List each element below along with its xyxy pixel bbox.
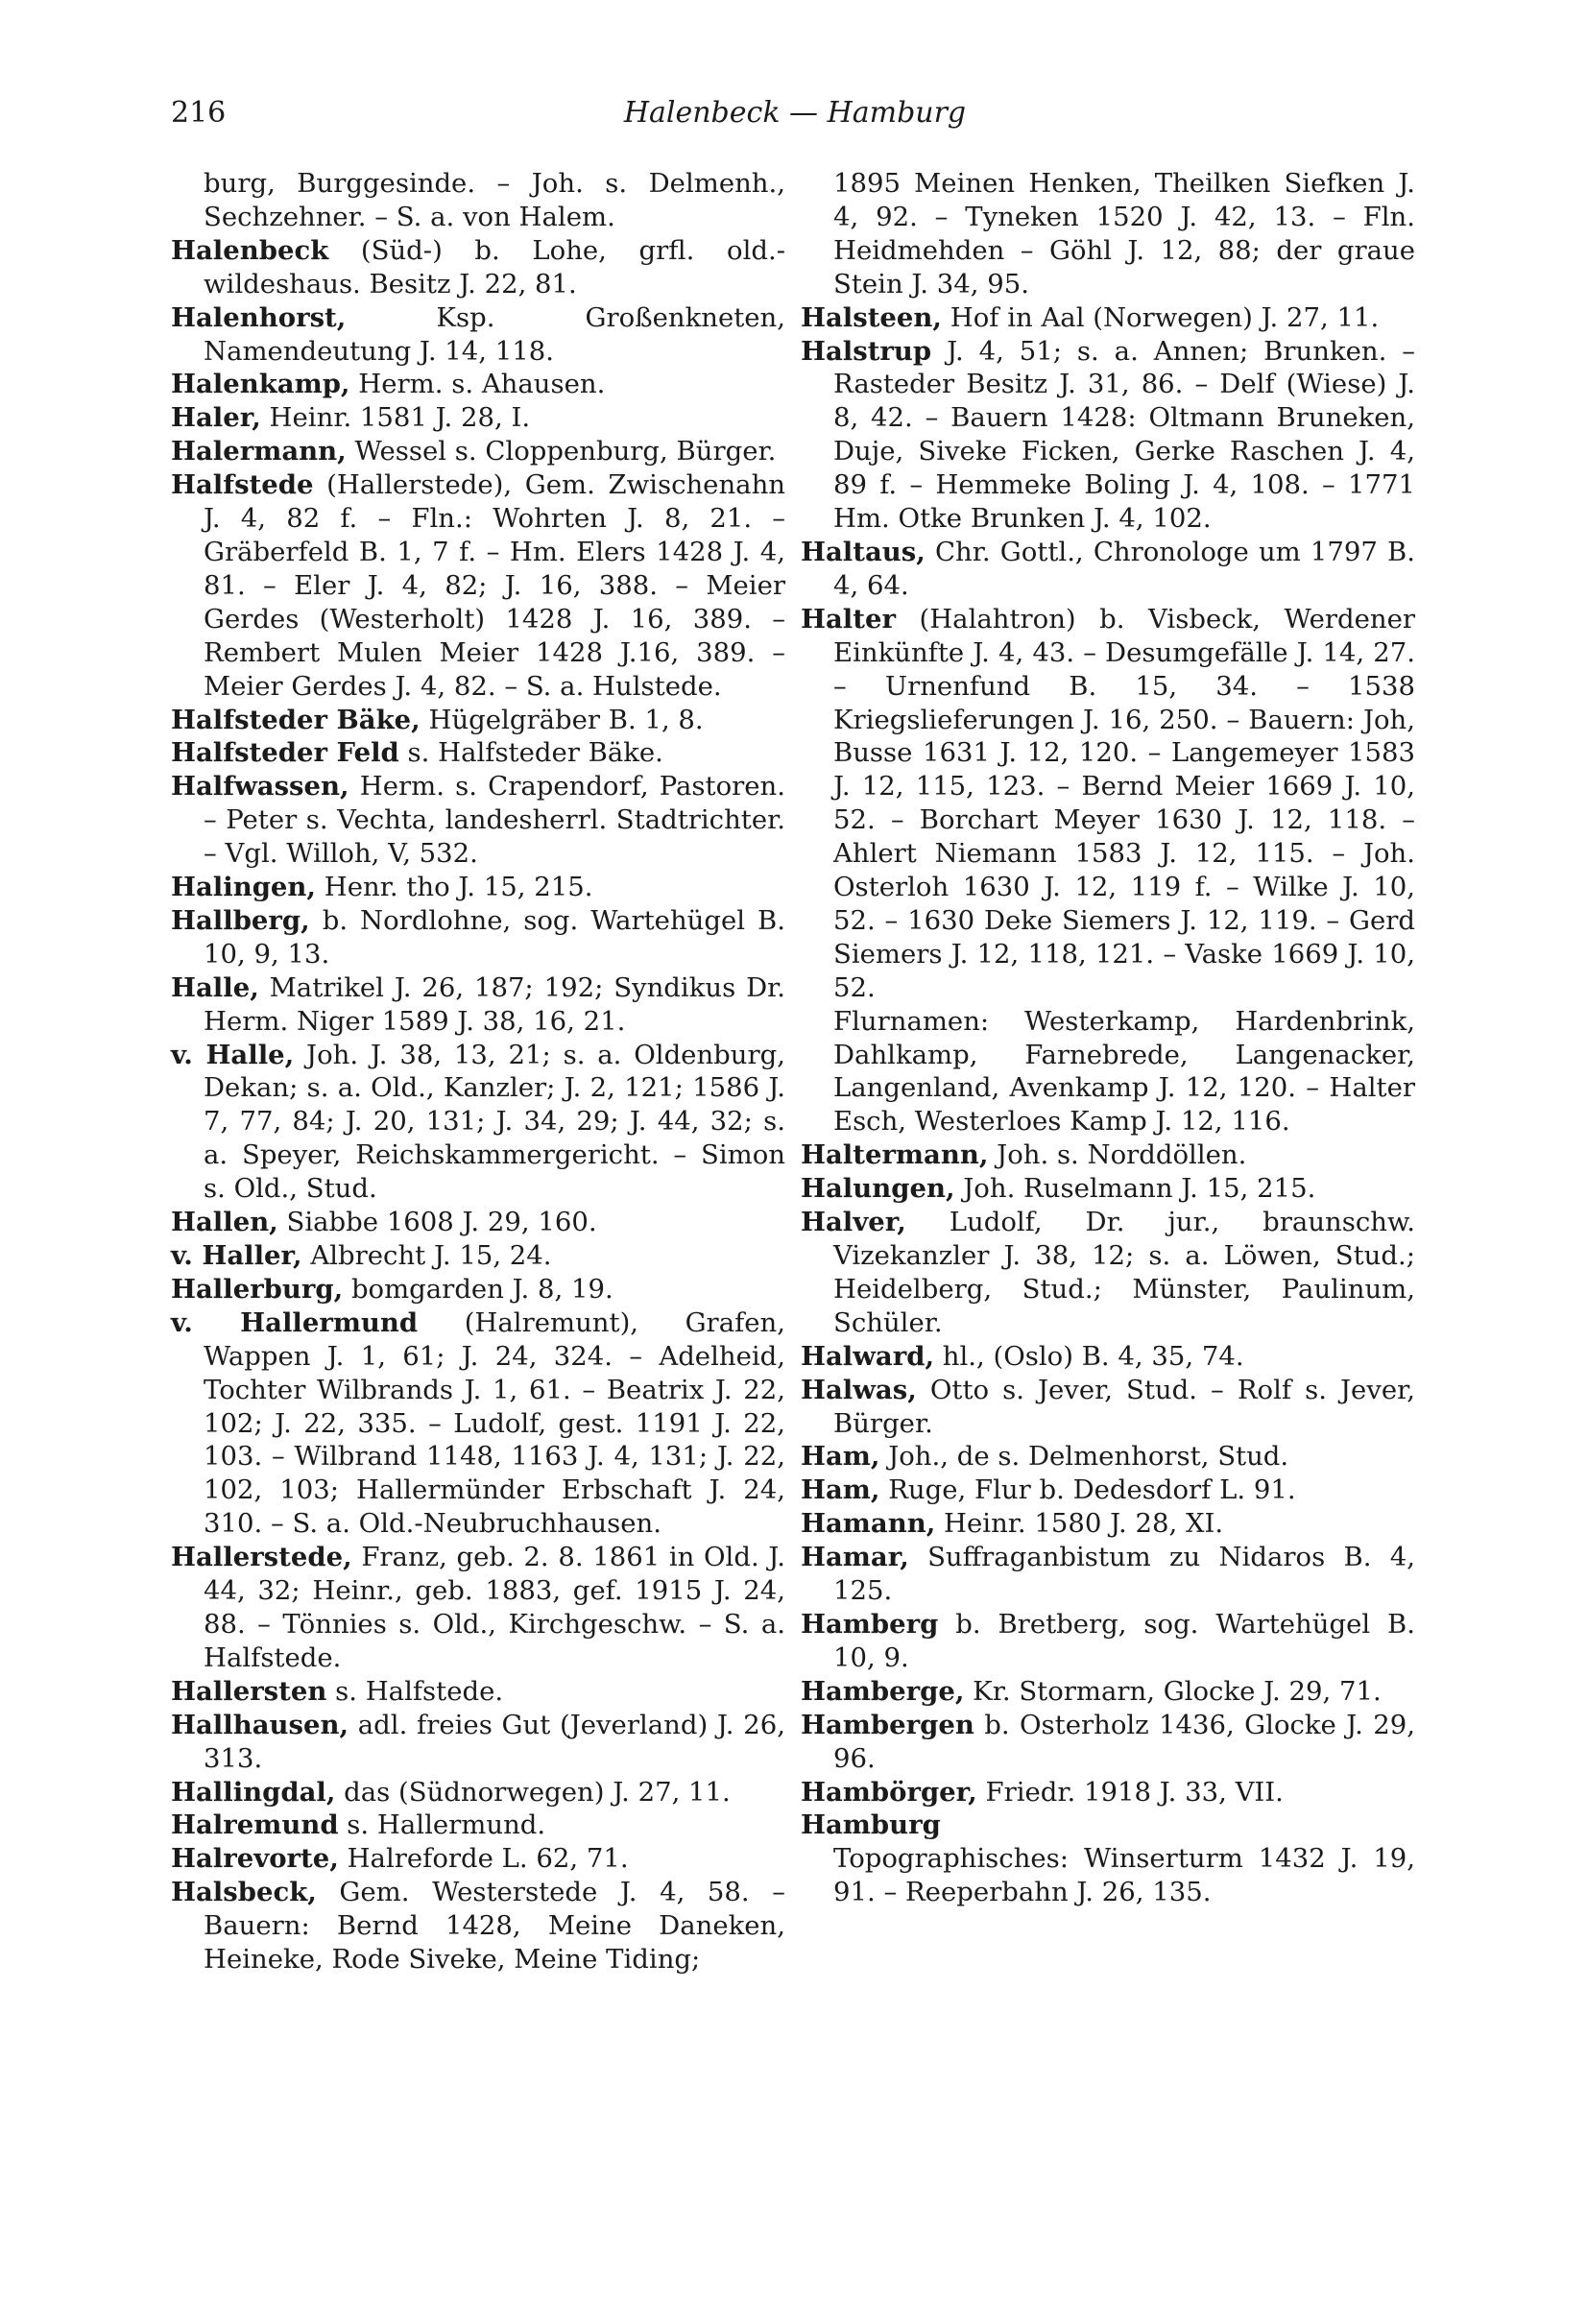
entry-text: Ruge, Flur b. Dedesdorf L. 91. — [879, 1474, 1296, 1506]
index-entry — [171, 1842, 785, 1876]
entry-headword: Halward, — [801, 1340, 935, 1372]
entry-text: Hof in Aal (Norwegen) J. 27, 11. — [942, 301, 1380, 333]
entry-text: das (Südnorwegen) J. 27, 11. — [335, 1776, 731, 1808]
entry-headword: Halrevorte, — [171, 1843, 339, 1875]
entry-headword: Halfstede — [171, 469, 314, 501]
entry-headword: Hallhausen, — [171, 1709, 349, 1740]
right-column — [801, 167, 1415, 1909]
entry-text: Wessel s. Cloppenburg, Bürger. — [346, 436, 777, 467]
entry-text: Gem. Westerstede J. 4, 58. – Bauern: Bernd 1428, Meine Daneken, Heineke, Rode Siveke, Meine Tiding; — [204, 1877, 785, 1976]
entry-text: Ksp. Großenkneten, Namendeutung J. 14, 118. — [204, 301, 785, 367]
entry-headword: Haler, — [171, 402, 261, 434]
entry-headword: Halver, — [801, 1207, 906, 1238]
left-column — [171, 167, 785, 1977]
entry-headword: Halwas, — [801, 1374, 917, 1405]
entry-text: b. Nordlohne, sog. Wartehügel B. 10, 9, 13. — [204, 904, 785, 970]
entry-text: adl. freies Gut (Jeverland) J. 26, 313. — [204, 1709, 785, 1774]
index-entry — [171, 1541, 785, 1675]
index-entry — [801, 167, 1415, 301]
entry-headword: v. Halle, — [171, 1039, 295, 1070]
entry-headword: Hamann, — [801, 1508, 936, 1540]
entry-text: b. Bretberg, sog. Wartehügel B. 10, 9. — [833, 1608, 1415, 1673]
entry-text: (Süd-) b. Lohe, grfl. old.-wildeshaus. Besitz J. 22, 81. — [204, 234, 785, 299]
entry-headword: Hallen, — [171, 1207, 278, 1238]
entry-text: Joh. s. Norddöllen. — [988, 1139, 1247, 1171]
entry-text: Friedr. 1918 J. 33, VII. — [976, 1776, 1284, 1808]
entry-headword: Hamberge, — [801, 1675, 965, 1707]
entry-text: s. Halfstede. — [326, 1675, 504, 1707]
index-entry — [171, 1809, 785, 1842]
entry-text: Hügelgräber B. 1, 8. — [420, 704, 704, 735]
index-entry — [801, 536, 1415, 603]
entry-headword: Hambörger, — [801, 1776, 977, 1808]
page-number: 216 — [171, 96, 227, 130]
index-entry — [801, 1340, 1415, 1374]
index-entry — [171, 234, 785, 301]
entry-text: J. 4, 51; s. a. Annen; Brunken. – Rasteder Besitz J. 31, 86. – Delf (Wiese) J. 8, 42. – Bauern 1428: Oltmann Bruneken, Duje, Siveke Ficken, Gerke Raschen J. 4, 89 f. – Hemmeke Boling J. 4, 108. – 1771 Hm. Otke Brunken J. 4, 102. — [833, 335, 1415, 535]
entry-text: bomgarden J. 8, 19. — [343, 1273, 613, 1305]
index-entry — [801, 1541, 1415, 1608]
entry-headword: Halter — [801, 603, 896, 635]
entry-text: Ludolf, Dr. jur., braunschw. Vizekanzler J. 38, 12; s. a. Löwen, Stud.; Heidelberg, Stud.; Münster, Paulinum, Schüler. — [833, 1207, 1415, 1338]
entry-headword: Halle, — [171, 971, 259, 1003]
index-entry — [171, 1039, 785, 1207]
entry-text: hl., (Oslo) B. 4, 35, 74. — [934, 1340, 1244, 1372]
index-entry — [171, 1876, 785, 1977]
entry-text: 1895 Meinen Henken, Theilken Siefken J. 4, 92. – Tyneken 1520 J. 42, 13. – Fln. Heidmehden – Göhl J. 12, 88; der graue Stein J. 34, 95. — [833, 168, 1415, 299]
index-entry — [801, 1473, 1415, 1507]
entry-text: Franz, geb. 2. 8. 1861 in Old. J. 44, 32; Heinr., geb. 1883, gef. 1915 J. 24, 88. – Tönnies s. Old., Kirchgeschw. – S. a. Halfstede. — [204, 1542, 785, 1673]
index-entry — [801, 1842, 1415, 1909]
index-entry — [801, 1507, 1415, 1541]
index-entry — [801, 1172, 1415, 1206]
entry-text: Matrikel J. 26, 187; 192; Syndikus Dr. Herm. Niger 1589 J. 38, 16, 21. — [204, 971, 785, 1037]
index-entry — [801, 1809, 1415, 1842]
index-entry — [171, 1709, 785, 1776]
index-entry — [171, 401, 785, 435]
entry-text: Joh. Ruselmann J. 15, 215. — [954, 1173, 1316, 1205]
entry-headword: Halfsteder Feld — [171, 737, 399, 769]
entry-text: Suffraganbistum zu Nidaros B. 4, 125. — [833, 1542, 1415, 1607]
entry-headword: Halungen, — [801, 1173, 955, 1205]
entry-text: Joh., de s. Delmenhorst, Stud. — [879, 1441, 1289, 1473]
entry-headword: Ham, — [801, 1474, 880, 1506]
entry-headword: Hallerburg, — [171, 1273, 344, 1305]
running-head: Halenbeck — Hamburg — [623, 96, 967, 130]
entry-text: Joh. J. 38, 13, 21; s. a. Oldenburg, Dekan; s. a. Old., Kanzler; J. 2, 121; 1586 J. 7, 77, 84; J. 20, 131; J. 34, 29; J. 44, 32; s. a. Speyer, Reichskammergericht. – Simon s. Old., Stud. — [204, 1039, 785, 1205]
page-header — [171, 96, 1419, 144]
entry-text: Flurnamen: Westerkamp, Hardenbrink, Dahlkamp, Farnebrede, Langenacker, Langenland, Avenkamp J. 12, 120. – Halter Esch, Westerloes Kamp J. 12, 116. — [833, 1005, 1415, 1138]
entry-headword: Hallingdal, — [171, 1776, 336, 1808]
index-entry — [171, 1206, 785, 1239]
index-entry — [801, 1709, 1415, 1776]
index-entry — [801, 1675, 1415, 1709]
index-entry — [171, 871, 785, 904]
index-entry — [171, 971, 785, 1039]
entry-headword: Haltermann, — [801, 1139, 989, 1171]
entry-text: (Halahtron) b. Visbeck, Werdener Einkünfte J. 4, 43. – Desumgefälle J. 14, 27. – Urnenfund B. 15, 34. – 1538 Kriegslieferungen J. 16, 250. – Bauern: Joh, Busse 1631 J. 12, 120. – Langemeyer 1583 J. 12, 115, 123. – Bernd Meier 1669 J. 10, 52. – Borchart Meyer 1630 J. 12, 118. – Ahlert Niemann 1583 J. 12, 115. – Joh. Osterloh 1630 J. 12, 119 f. – Wilke J. 10, 52. – 1630 Deke Siemers J. 12, 119. – Gerd Siemers J. 12, 118, 121. – Vaske 1669 J. 10, 52. — [833, 603, 1415, 1003]
entry-text: Heinr. 1581 J. 28, I. — [260, 402, 531, 434]
index-entry — [171, 167, 785, 234]
index-entry — [801, 1138, 1415, 1172]
index-entry — [171, 468, 785, 703]
index-entry — [171, 904, 785, 971]
entry-text: (Halremunt), Grafen, Wappen J. 1, 61; J. 24, 324. – Adelheid, Tochter Wilbrands J. 1, 61. – Beatrix J. 22, 102; J. 22, 335. – Ludolf, gest. 1191 J. 22, 103. – Wilbrand 1148, 1163 J. 4, 131; J. 22, 102, 103; Hallermünder Erbschaft J. 24, 310. – S. a. Old.-Neubruchhausen. — [204, 1306, 785, 1540]
entry-headword: Halsteen, — [801, 301, 942, 333]
index-entry — [801, 335, 1415, 536]
entry-headword: Halermann, — [171, 436, 347, 467]
entry-headword: Hamar, — [801, 1542, 909, 1573]
entry-text: Herm. s. Ahausen. — [349, 369, 606, 400]
index-entry — [171, 301, 785, 369]
entry-text: Albrecht J. 15, 24. — [301, 1240, 552, 1271]
entry-text: Henr. tho J. 15, 215. — [315, 872, 593, 903]
entry-headword: Halenkamp, — [171, 369, 350, 400]
index-entry — [171, 1273, 785, 1306]
entry-text: Chr. Gottl., Chronologe um 1797 B. 4, 64. — [833, 536, 1415, 601]
entry-headword: Hamburg — [801, 1809, 941, 1841]
index-entry — [801, 1005, 1415, 1139]
entry-text: Heinr. 1580 J. 28, XI. — [935, 1508, 1224, 1540]
entry-text: s. Hallermund. — [338, 1809, 546, 1841]
entry-headword: Ham, — [801, 1441, 880, 1473]
index-entry — [801, 1374, 1415, 1441]
index-entry — [801, 1440, 1415, 1473]
index-entry — [171, 1239, 785, 1273]
entry-headword: Hambergen — [801, 1709, 974, 1740]
entry-text: Halreforde L. 62, 71. — [338, 1843, 629, 1875]
entry-headword: Haltaus, — [801, 536, 926, 567]
entry-headword: Hallerstede, — [171, 1542, 352, 1573]
entry-headword: Hamberg — [801, 1608, 939, 1640]
entry-text: Kr. Stormarn, Glocke J. 29, 71. — [964, 1675, 1382, 1707]
entry-headword: Halfsteder Bäke, — [171, 704, 421, 735]
index-entry — [171, 1306, 785, 1541]
index-entry — [801, 1206, 1415, 1340]
index-entry — [801, 1608, 1415, 1675]
index-entry — [171, 368, 785, 401]
index-entry — [801, 1776, 1415, 1809]
entry-text: burg, Burggesinde. – Joh. s. Delmenh., Sechzehner. – S. a. von Halem. — [204, 168, 785, 232]
entry-headword: Hallberg, — [171, 904, 310, 936]
entry-headword: Halfwassen, — [171, 771, 349, 803]
entry-headword: Halsbeck, — [171, 1877, 317, 1908]
entry-text: (Hallerstede), Gem. Zwischenahn J. 4, 82 f. – Fln.: Wohrten J. 8, 21. – Gräberfeld B. 1, 7 f. – Hm. Elers 1428 J. 4, 81. – Eler J. 4, 82; J. 16, 388. – Meier Gerdes (Westerholt) 1428 J. 16, 389. – Rembert Mulen Meier 1428 J.16, 389. – Meier Gerdes J. 4, 82. – S. a. Hulstede. — [204, 469, 785, 702]
index-entry — [801, 603, 1415, 1005]
entry-headword: Halremund — [171, 1809, 339, 1841]
entry-text: Herm. s. Crapendorf, Pastoren. – Peter s. Vechta, landesherrl. Stadtrichter. – Vgl. Willoh, V, 532. — [204, 771, 785, 870]
entry-headword: v. Hallermund — [171, 1306, 419, 1338]
entry-headword: Halstrup — [801, 335, 932, 367]
index-entry — [801, 301, 1415, 335]
index-entry — [171, 435, 785, 468]
index-entry — [171, 1776, 785, 1809]
entry-headword: Halingen, — [171, 872, 316, 903]
entry-headword: Halenbeck — [171, 234, 329, 266]
entry-headword: v. Haller, — [171, 1240, 302, 1271]
entry-headword: Hallersten — [171, 1675, 327, 1707]
entry-text: Topographisches: Winserturm 1432 J. 19, 91. – Reeperbahn J. 26, 135. — [833, 1843, 1415, 1908]
entry-headword: Halenhorst, — [171, 301, 347, 333]
entry-text: Siabbe 1608 J. 29, 160. — [277, 1207, 597, 1238]
entry-text: s. Halfsteder Bäke. — [398, 737, 663, 769]
index-entry — [171, 770, 785, 871]
index-entry — [171, 736, 785, 770]
entry-text: Otto s. Jever, Stud. – Rolf s. Jever, Bürger. — [833, 1374, 1415, 1439]
index-entry — [171, 704, 785, 737]
index-entry — [171, 1675, 785, 1709]
entry-text: b. Osterholz 1436, Glocke J. 29, 96. — [833, 1709, 1415, 1774]
